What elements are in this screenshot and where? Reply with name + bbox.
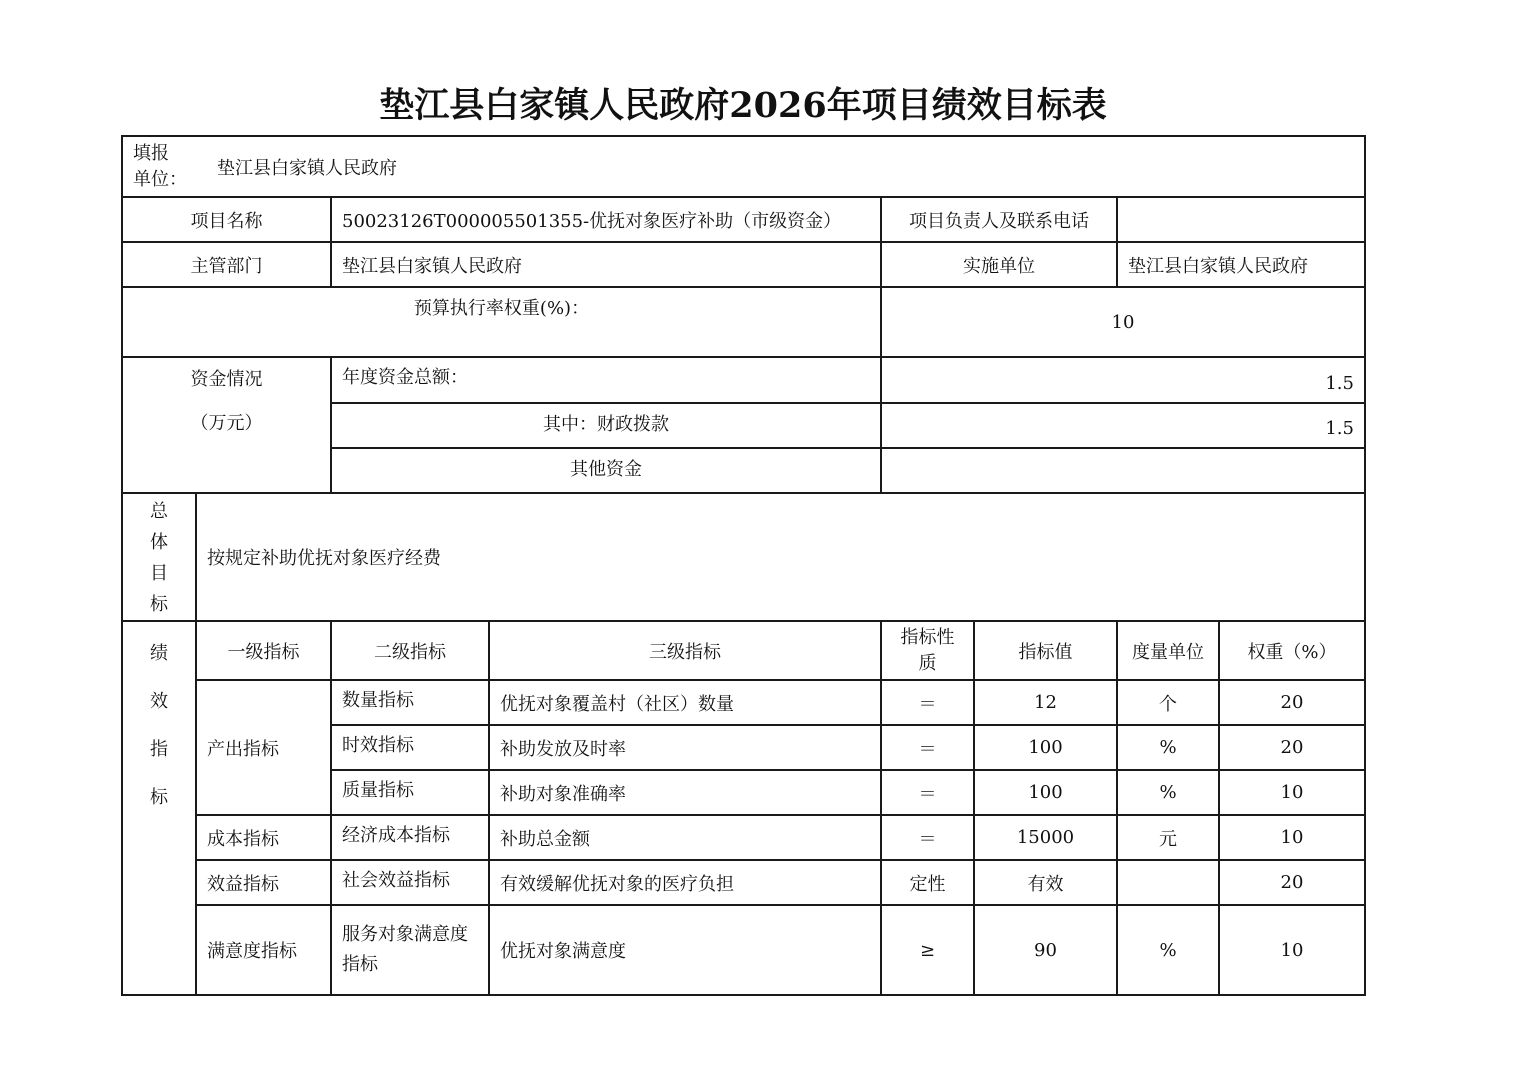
goal-label-char: 标 [150, 594, 168, 615]
table-row [122, 905, 1365, 995]
group-output: 产出指标 [196, 680, 331, 815]
budget-value: 10 [881, 287, 1365, 357]
header-level3: 三级指标 [489, 621, 881, 680]
filler-label-line2: 单位： [133, 168, 187, 190]
row-nature: ＝ [881, 725, 974, 770]
perf-label-char: 效 [150, 691, 168, 712]
funds-label [122, 357, 331, 493]
budget-label: 预算执行率权重(%)： [122, 287, 881, 357]
row-value: 有效 [974, 860, 1117, 905]
row-nature: ＝ [881, 680, 974, 725]
filler-cell [122, 136, 1365, 197]
perf-header-row [122, 621, 1365, 680]
group-benefit: 效益指标 [196, 860, 331, 905]
filler-label [123, 141, 193, 193]
row-unit: 元 [1117, 815, 1219, 860]
row-level3: 有效缓解优抚对象的医疗负担 [489, 860, 881, 905]
dept-value: 垫江县白家镇人民政府 [331, 242, 881, 287]
row-weight: 20 [1219, 725, 1365, 770]
funds-label-line1: 资金情况 [190, 369, 263, 390]
row-level2-cell [331, 905, 489, 995]
performance-target-table [121, 135, 1366, 996]
filler-value: 垫江县白家镇人民政府 [217, 157, 397, 179]
goal-label [122, 493, 196, 621]
group-satisfaction: 满意度指标 [196, 905, 331, 995]
row-value: 100 [974, 725, 1117, 770]
row-level2: 经济成本指标 [331, 815, 489, 860]
perf-label-char: 标 [150, 787, 168, 808]
contact-label: 项目负责人及联系电话 [881, 197, 1117, 242]
dept-label: 主管部门 [122, 242, 331, 287]
row-unit: % [1117, 905, 1219, 995]
dept-row [122, 242, 1365, 287]
row-level2: 服务对象满意度指标 [342, 924, 468, 975]
filler-label-line1: 填报 [133, 142, 169, 164]
row-unit [1117, 860, 1219, 905]
funds-total-row [122, 357, 1365, 403]
header-unit: 度量单位 [1117, 621, 1219, 680]
row-unit: % [1117, 770, 1219, 815]
funds-other-value [881, 448, 1365, 493]
header-level1: 一级指标 [196, 621, 331, 680]
row-level2: 时效指标 [331, 725, 489, 770]
row-value: 15000 [974, 815, 1117, 860]
row-weight: 20 [1219, 680, 1365, 725]
impl-value: 垫江县白家镇人民政府 [1117, 242, 1365, 287]
row-level3: 补助对象准确率 [489, 770, 881, 815]
row-weight: 10 [1219, 905, 1365, 995]
budget-row [122, 287, 1365, 357]
table-row [122, 680, 1365, 725]
table-row [122, 860, 1365, 905]
row-level2: 数量指标 [331, 680, 489, 725]
header-nature [881, 621, 974, 680]
goal-label-char: 目 [150, 563, 168, 584]
goal-label-char: 体 [150, 532, 168, 553]
header-nature-text: 指标性质 [900, 626, 955, 674]
page-title: 垫江县白家镇人民政府2026年项目绩效目标表 [379, 85, 1107, 126]
group-cost: 成本指标 [196, 815, 331, 860]
row-level3: 补助发放及时率 [489, 725, 881, 770]
row-level3: 优抚对象覆盖村（社区）数量 [489, 680, 881, 725]
row-level3: 补助总金额 [489, 815, 881, 860]
filler-row [122, 136, 1365, 197]
row-level2: 质量指标 [331, 770, 489, 815]
header-level2: 二级指标 [331, 621, 489, 680]
row-level2: 社会效益指标 [331, 860, 489, 905]
goal-label-char: 总 [150, 501, 168, 522]
row-value: 12 [974, 680, 1117, 725]
funds-fiscal-value: 1.5 [881, 403, 1365, 448]
goal-value: 按规定补助优抚对象医疗经费 [196, 493, 1365, 621]
project-name-label: 项目名称 [122, 197, 331, 242]
funds-total-label: 年度资金总额： [331, 357, 881, 403]
table-row [122, 815, 1365, 860]
perf-label [122, 621, 196, 995]
row-level3: 优抚对象满意度 [489, 905, 881, 995]
funds-total-value: 1.5 [881, 357, 1365, 403]
row-nature: ＝ [881, 770, 974, 815]
row-nature: ≥ [881, 905, 974, 995]
row-nature: ＝ [881, 815, 974, 860]
row-unit: 个 [1117, 680, 1219, 725]
perf-label-char: 绩 [150, 643, 168, 664]
project-row [122, 197, 1365, 242]
header-value: 指标值 [974, 621, 1117, 680]
project-name-value: 50023126T000005501355-优抚对象医疗补助（市级资金） [331, 197, 881, 242]
header-weight: 权重（%） [1219, 621, 1365, 680]
impl-label: 实施单位 [881, 242, 1117, 287]
row-weight: 20 [1219, 860, 1365, 905]
row-weight: 10 [1219, 815, 1365, 860]
funds-label-line2: （万元） [190, 413, 263, 434]
row-nature: 定性 [881, 860, 974, 905]
row-unit: % [1117, 725, 1219, 770]
funds-other-label: 其他资金 [331, 448, 881, 493]
goal-row [122, 493, 1365, 621]
row-value: 100 [974, 770, 1117, 815]
perf-label-char: 指 [150, 739, 168, 760]
funds-fiscal-label: 其中：财政拨款 [331, 403, 881, 448]
row-weight: 10 [1219, 770, 1365, 815]
contact-value [1117, 197, 1365, 242]
row-value: 90 [974, 905, 1117, 995]
